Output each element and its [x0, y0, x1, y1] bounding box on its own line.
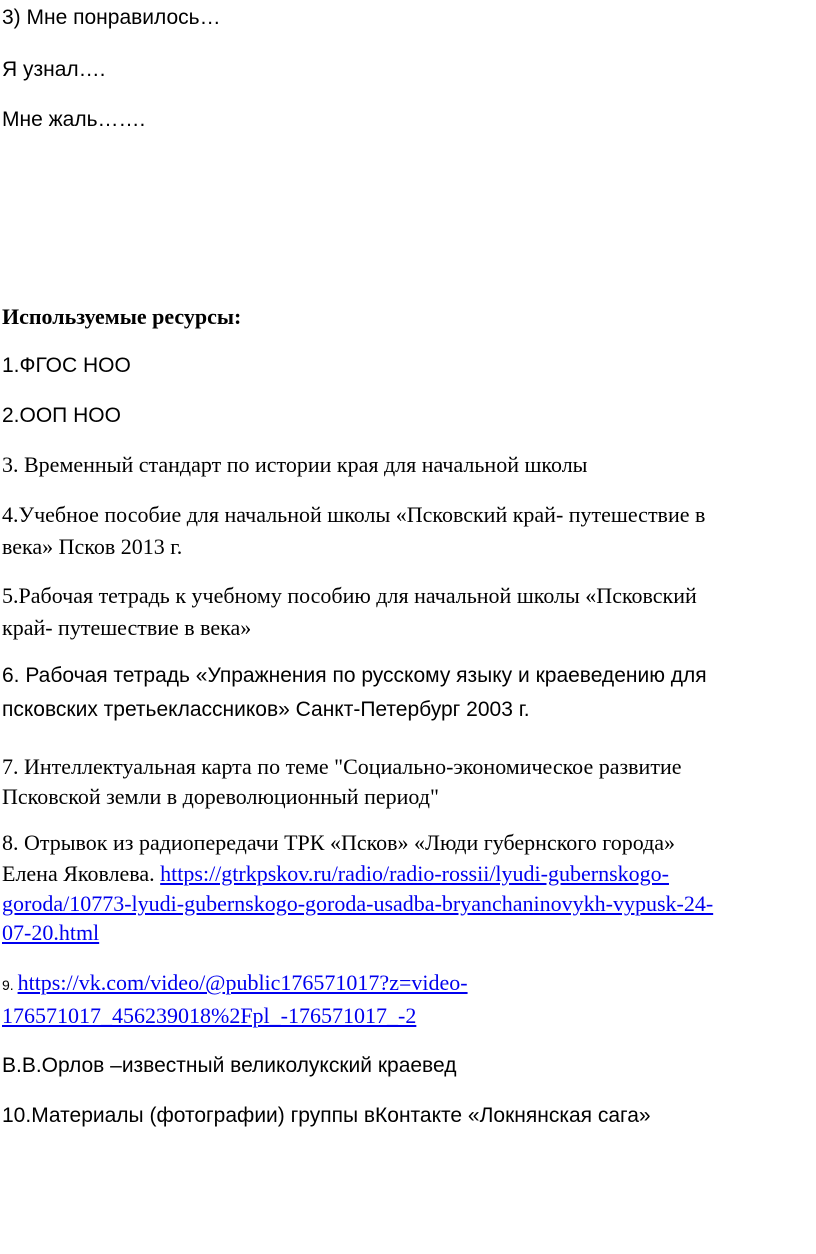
resource-item-10: 10.Материалы (фотографии) группы вКонтакте «Локнянская сага»: [2, 1104, 651, 1127]
resource-item-8-author: Елена Яковлева.: [2, 861, 161, 886]
orlov-description: В.В.Орлов –известный великолукский краевед: [2, 1054, 457, 1077]
resource-item-5-line-1: 5.Рабочая тетрадь к учебному пособию для начальной школы «Псковский: [2, 583, 697, 608]
resource-item-8-line-4: [2, 920, 99, 946]
vk-video-link-continued[interactable]: 176571017_456239018%2Fpl_-176571017_-2: [2, 1003, 417, 1028]
resource-item-7-line-1: 7. Интеллектуальная карта по теме "Социально-экономическое развитие: [2, 754, 682, 779]
resource-item-8-line-2: [2, 861, 669, 887]
radio-program-link[interactable]: https://gtrkpskov.ru/radio/radio-rossii/lyudi-gubernskogo-: [160, 861, 669, 886]
resource-item-4-line-2: века» Псков 2013 г.: [2, 534, 183, 559]
resource-item-2: 2.ООП НОО: [2, 404, 121, 427]
vk-video-link[interactable]: https://vk.com/video/@public176571017?z=video-: [17, 970, 468, 995]
resource-item-6-line-1: [2, 664, 707, 688]
resource-item-3: 3. Временный стандарт по истории края для начальной школы: [2, 452, 588, 477]
resource-item-6-line-2: псковских третьеклассников» Санкт-Петербург 2003 г.: [2, 698, 530, 721]
resource-item-1: 1.ФГОС НОО: [2, 354, 131, 377]
liked-prompt: 3) Мне понравилось…: [2, 6, 221, 29]
sorry-prompt: Мне жаль…….: [2, 108, 146, 131]
resource-item-6-number: 6.: [2, 664, 26, 687]
radio-program-link-end[interactable]: 07-20.html: [2, 920, 100, 945]
resource-item-8-line-1: 8. Отрывок из радиопередачи ТРК «Псков» «Люди губернского города»: [2, 830, 676, 855]
radio-program-link-continued[interactable]: goroda/10773-lyudi-gubernskogo-goroda-usadba-bryanchaninovykh-vypusk-24-: [2, 891, 714, 916]
resource-item-4-line-1: 4.Учебное пособие для начальной школы «Псковский край- путешествие в: [2, 502, 706, 527]
resource-item-7-line-2: Псковской земли в дореволюционный период": [2, 784, 439, 809]
resource-item-5-line-2: край- путешествие в века»: [2, 615, 252, 640]
resource-item-9-number: 9.: [2, 977, 18, 993]
resources-heading: Используемые ресурсы:: [2, 304, 242, 329]
learned-prompt: Я узнал….: [2, 58, 106, 81]
resource-item-9-line-2: [2, 1003, 416, 1029]
resource-item-8-line-3: [2, 891, 713, 917]
resource-item-9-line-1: [2, 970, 468, 996]
resource-item-6-text: Рабочая тетрадь «Упражнения по русскому языку и краеведению для: [25, 664, 707, 687]
